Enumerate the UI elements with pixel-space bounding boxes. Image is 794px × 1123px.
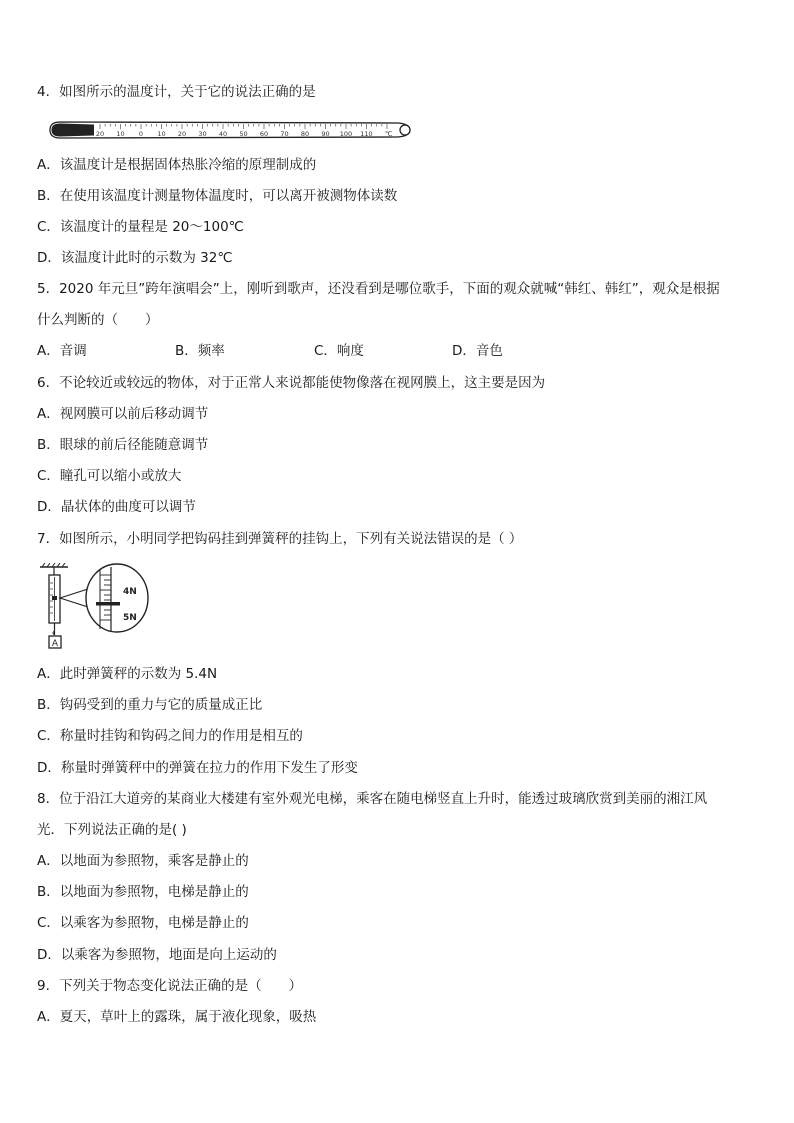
weight-label: A — [51, 639, 59, 649]
q4-option-b: B．在使用该温度计测量物体温度时，可以离开被测物体读数 — [37, 188, 398, 204]
thermometer-tick-label: 80 — [300, 130, 310, 138]
thermometer-tick-label: 0 — [138, 130, 144, 138]
q8-option-c: C．以乘客为参照物，电梯是静止的 — [37, 915, 249, 931]
spring-scale-figure — [38, 563, 158, 651]
thermometer-unit-label: ℃ — [385, 130, 393, 138]
label-4n: 4N — [123, 587, 137, 597]
thermometer-ring — [400, 125, 410, 135]
q8-option-d: D．以乘客为参照物，地面是向上运动的 — [37, 947, 277, 963]
thermometer-liquid — [52, 124, 95, 137]
q6-option-a: A．视网膜可以前后移动调节 — [37, 406, 209, 422]
thermometer-tick-label: 20 — [177, 130, 187, 138]
q4-option-c: C．该温度计的量程是 20～100℃ — [37, 219, 244, 235]
q4-stem: 4．如图所示的温度计，关于它的说法正确的是 — [37, 84, 316, 100]
thermometer-tick-label: 30 — [198, 130, 207, 138]
q4-option-a: A．该温度计是根据固体热胀冷缩的原理制成的 — [37, 157, 317, 173]
magnified-view — [86, 564, 148, 632]
q5-option-a: A．音调 — [37, 343, 87, 359]
q4-option-d: D．该温度计此时的示数为 32℃ — [37, 250, 233, 266]
q8-option-a: A．以地面为参照物，乘客是静止的 — [37, 853, 249, 869]
q8-option-b: B．以地面为参照物，电梯是静止的 — [37, 884, 249, 900]
q7-option-d: D．称量时弹簧秤中的弹簧在拉力的作用下发生了形变 — [37, 760, 358, 776]
q5-option-b: B．频率 — [175, 343, 225, 359]
thermometer-tick-label: 100 — [339, 130, 353, 138]
thermometer-tick-label: 40 — [218, 130, 228, 138]
thermometer-tick-label: 110 — [360, 130, 373, 138]
thermometer-tick-label: 70 — [280, 130, 289, 138]
thermometer-tick-label: 60 — [259, 130, 269, 138]
thermometer-figure — [46, 116, 416, 144]
thermometer-tick-label: 90 — [321, 130, 330, 138]
q5-option-d: D．音色 — [452, 343, 503, 359]
pointer — [96, 602, 120, 606]
q6-stem: 6．不论较近或较远的物体，对于正常人来说都能使物像落在视网膜上，这主要是因为 — [37, 375, 546, 391]
thermometer-tick-label: 20 — [95, 130, 105, 138]
thermometer-tick-label: 10 — [116, 130, 125, 138]
q5-option-c: C．响度 — [314, 343, 364, 359]
q7-option-a: A．此时弹簧秤的示数为 5.4N — [37, 666, 218, 682]
q5-stem-line2: 什么判断的（ ） — [37, 312, 159, 328]
thermometer-tick-label: 50 — [239, 130, 248, 138]
q6-option-c: C．瞳孔可以缩小或放大 — [37, 468, 182, 484]
q6-option-d: D．晶状体的曲度可以调节 — [37, 499, 196, 515]
q5-stem-line1: 5．2020 年元旦”跨年演唱会”上，刚听到歌声，还没看到是哪位歌手，下面的观众就喊“韩红、韩红”，观众是根据 — [37, 281, 720, 297]
q7-option-b: B．钩码受到的重力与它的质量成正比 — [37, 697, 263, 713]
label-5n: 5N — [123, 613, 137, 623]
q7-stem: 7．如图所示，小明同学把钩码挂到弹簧秤的挂钩上，下列有关说法错误的是（ ） — [37, 531, 523, 547]
q8-stem-line1: 8．位于沿江大道旁的某商业大楼建有室外观光电梯，乘客在随电梯竖直上升时，能透过玻璃欣赏到美丽的湘江风 — [37, 791, 708, 807]
q7-option-c: C．称量时挂钩和钩码之间力的作用是相互的 — [37, 728, 303, 744]
q9-option-a: A．夏天，草叶上的露珠，属于液化现象，吸热 — [37, 1009, 317, 1025]
thermometer-tick-label: 10 — [157, 130, 166, 138]
q6-option-b: B．眼球的前后径能随意调节 — [37, 437, 209, 453]
q9-stem: 9．下列关于物态变化说法正确的是（ ） — [37, 978, 303, 994]
q8-stem-line2: 光．下列说法正确的是( ) — [37, 822, 187, 838]
